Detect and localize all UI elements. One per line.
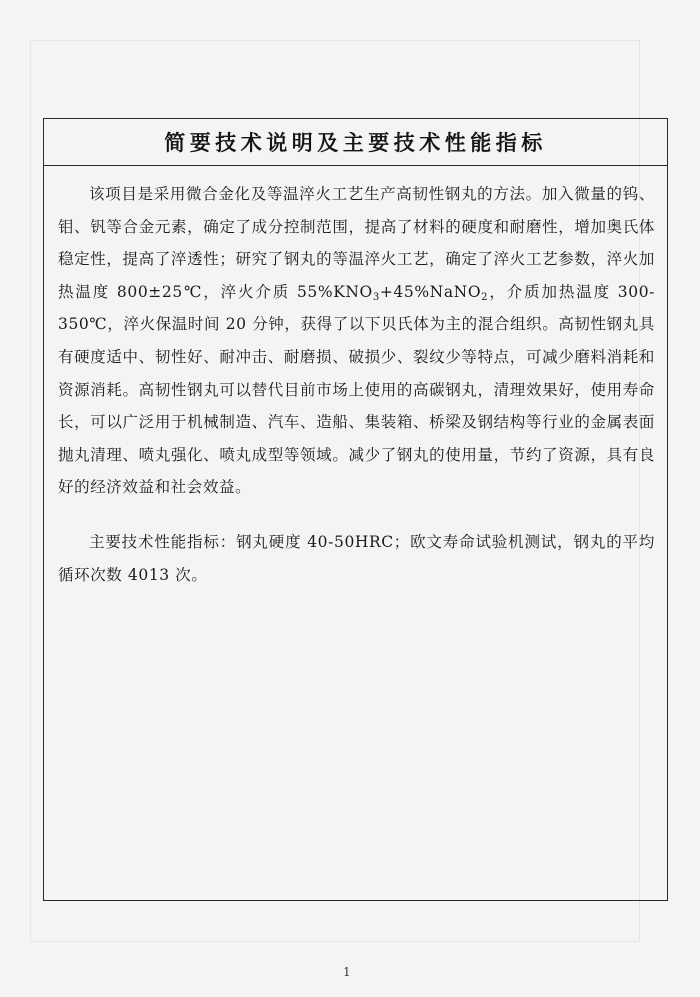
subscript-3: 3 (372, 291, 380, 303)
page-number: 1 (343, 965, 351, 979)
description-part-3: ，介质加热温度 300-350℃，淬火保温时间 20 分钟，获得了以下贝氏体为主的混合组织。高韧性钢丸具有硬度适中、韧性好、耐冲击、耐磨损、破损少、裂纹少等特点，可减少磨料消耗和资源消耗。高韧性钢丸可以替代目前市场上使用的高碳钢丸，清理效果好，使用寿命长，可以广泛用于机械制造、汽车、造船、集装箱、桥梁及钢结构等行业的金属表面抛丸清理、喷丸强化、喷丸成型等领域。减少了钢丸的使用量，节约了资源，具有良好的经济效益和社会效益。 (58, 282, 656, 497)
subscript-2: 2 (481, 291, 489, 303)
document-frame (43, 118, 668, 901)
document-content (44, 166, 667, 591)
indicators-paragraph: 主要技术性能指标：钢丸硬度 40-50HRC；欧文寿命试验机测试，钢丸的平均循环次数 4013 次。 (58, 532, 655, 584)
title-bar (44, 119, 667, 166)
document-title: 简要技术说明及主要技术性能指标 (164, 131, 547, 155)
description-part-2: +45%NaNO (379, 282, 482, 301)
description-part-1: 该项目是采用微合金化及等温淬火工艺生产高韧性钢丸的方法。加入微量的钨、钼、钒等合金元素，确定了成分控制范围，提高了材料的硬度和耐磨性，增加奥氏体稳定性，提高了淬透性；研究了钢丸的等温淬火工艺，确定了淬火工艺参数，淬火加热温度 800±25℃，淬火介质 55%KNO (58, 185, 655, 301)
description-paragraph (58, 178, 655, 504)
